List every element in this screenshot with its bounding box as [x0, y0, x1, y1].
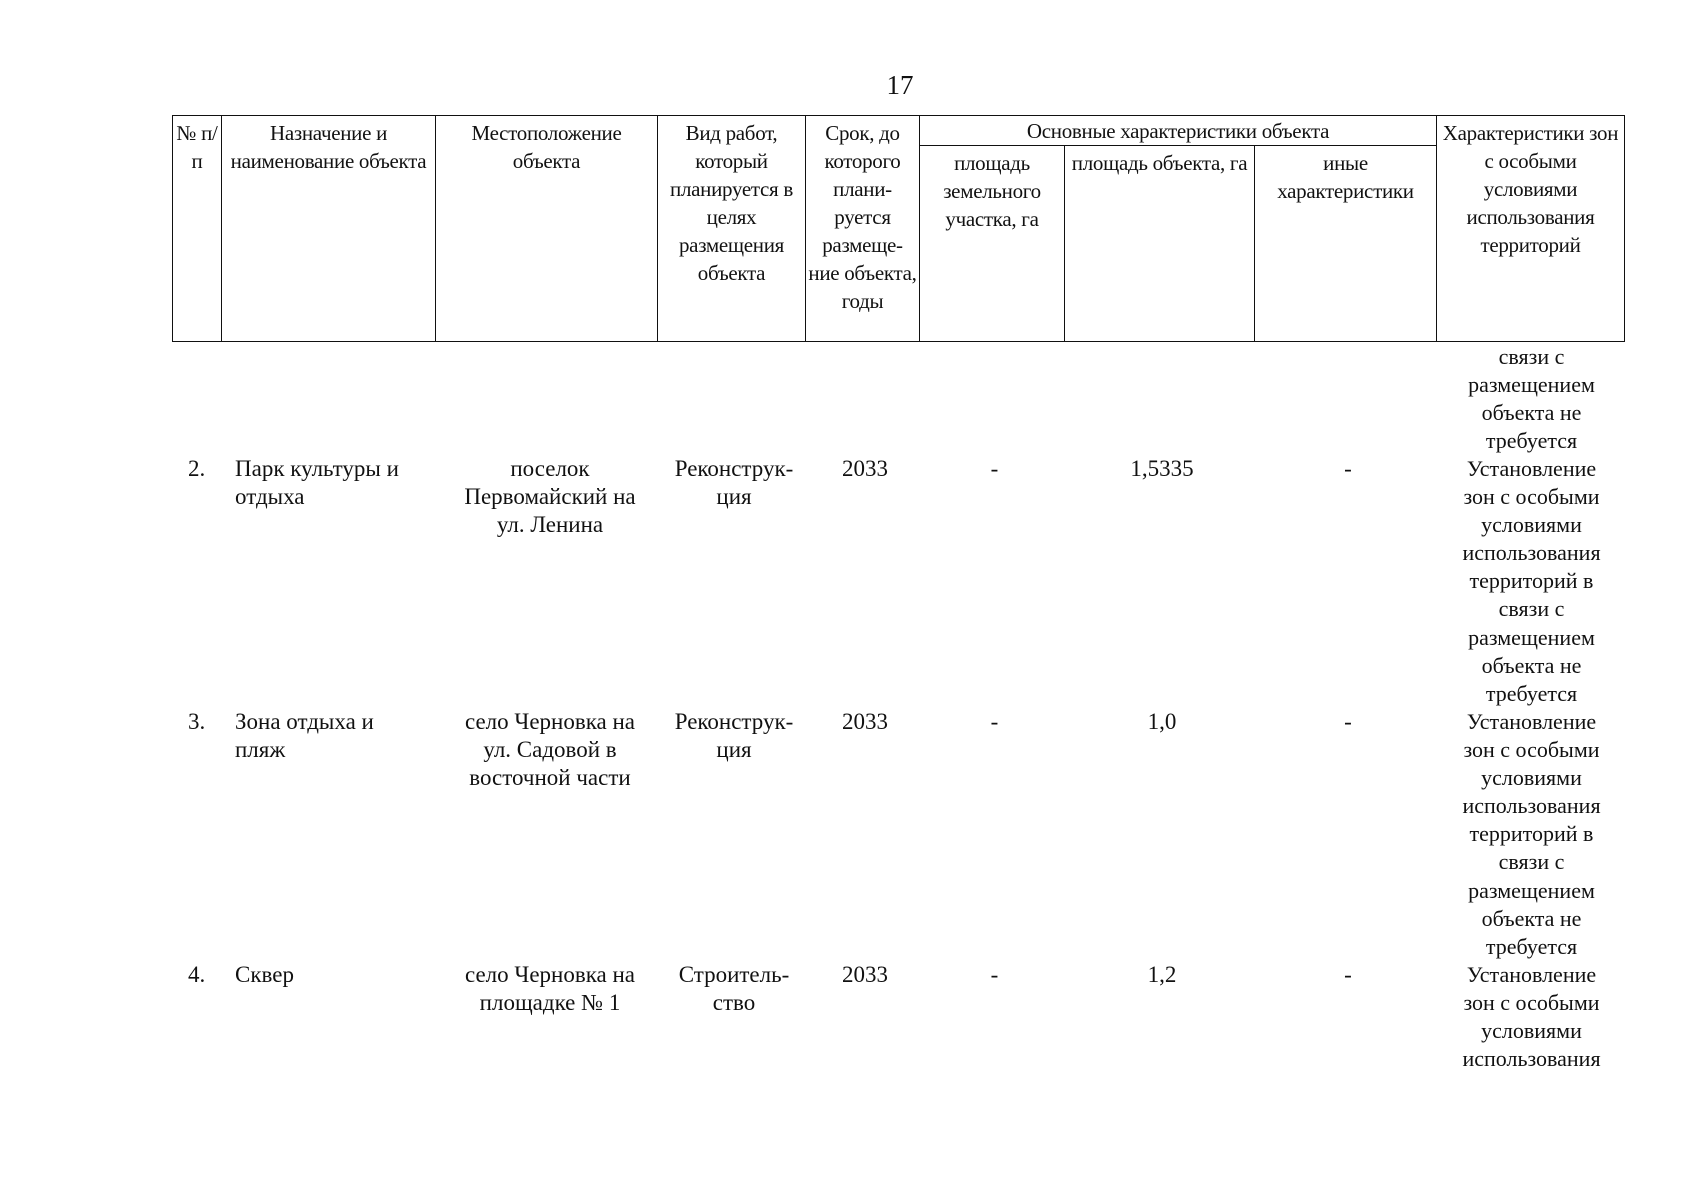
row-name: Зона отдыха и пляж [235, 709, 374, 762]
row-object-area: 1,2 [1147, 962, 1177, 987]
table-header [172, 115, 1625, 342]
row-zones: Установление зон с особыми условиями использования [1462, 962, 1601, 1072]
header-name: Назначение и наименование объекта [222, 116, 436, 342]
header-deadline: Срок, до которого плани-руется размеще-ние объекта, годы [806, 116, 920, 342]
row-work-type: Реконструк- ция [674, 456, 794, 509]
row-location: село Черновка на площадке № 1 [464, 962, 636, 1015]
row-name: Сквер [235, 962, 294, 987]
row-work-type: Реконструк- ция [674, 709, 794, 762]
row-land-area: - [990, 962, 999, 987]
header-main-characteristics: Основные характеристики объекта [920, 116, 1437, 146]
row-other: - [1344, 456, 1352, 481]
row-other: - [1344, 962, 1352, 987]
row-object-area: 1,5335 [1130, 456, 1194, 481]
zone-continuation: связи с размещением объекта не требуется [1468, 344, 1595, 454]
header-work-type: Вид работ, который планируется в целях размещения объекта [658, 116, 806, 342]
header-zones: Характеристики зон с особыми условиями использования территорий [1437, 116, 1625, 342]
row-zones: Установление зон с особыми условиями использования территорий в связи с размещением объекта не требуется [1462, 709, 1601, 959]
header-location: Местоположение объекта [436, 116, 658, 342]
row-num: 4. [188, 962, 206, 987]
row-location: поселок Первомайский на ул. Ленина [464, 456, 636, 537]
header-land-area: площадь земельного участка, га [920, 146, 1065, 342]
header-object-area: площадь объекта, га [1065, 146, 1255, 342]
page-number: 17 [886, 70, 914, 100]
row-other: - [1344, 709, 1352, 734]
row-name: Парк культуры и отдыха [235, 456, 399, 509]
row-year: 2033 [842, 709, 888, 734]
row-land-area: - [990, 709, 999, 734]
row-land-area: - [990, 456, 999, 481]
header-num: № п/п [173, 116, 222, 342]
row-object-area: 1,0 [1147, 709, 1177, 734]
row-location: село Черновка на ул. Садовой в восточной части [464, 709, 636, 790]
header-other-characteristics: иные характеристики [1255, 146, 1437, 342]
row-num: 2. [188, 456, 206, 481]
row-work-type: Строитель- ство [678, 962, 790, 1015]
row-year: 2033 [842, 456, 888, 481]
row-year: 2033 [842, 962, 888, 987]
row-zones: Установление зон с особыми условиями использования территорий в связи с размещением объекта не требуется [1462, 456, 1601, 706]
row-num: 3. [188, 709, 206, 734]
